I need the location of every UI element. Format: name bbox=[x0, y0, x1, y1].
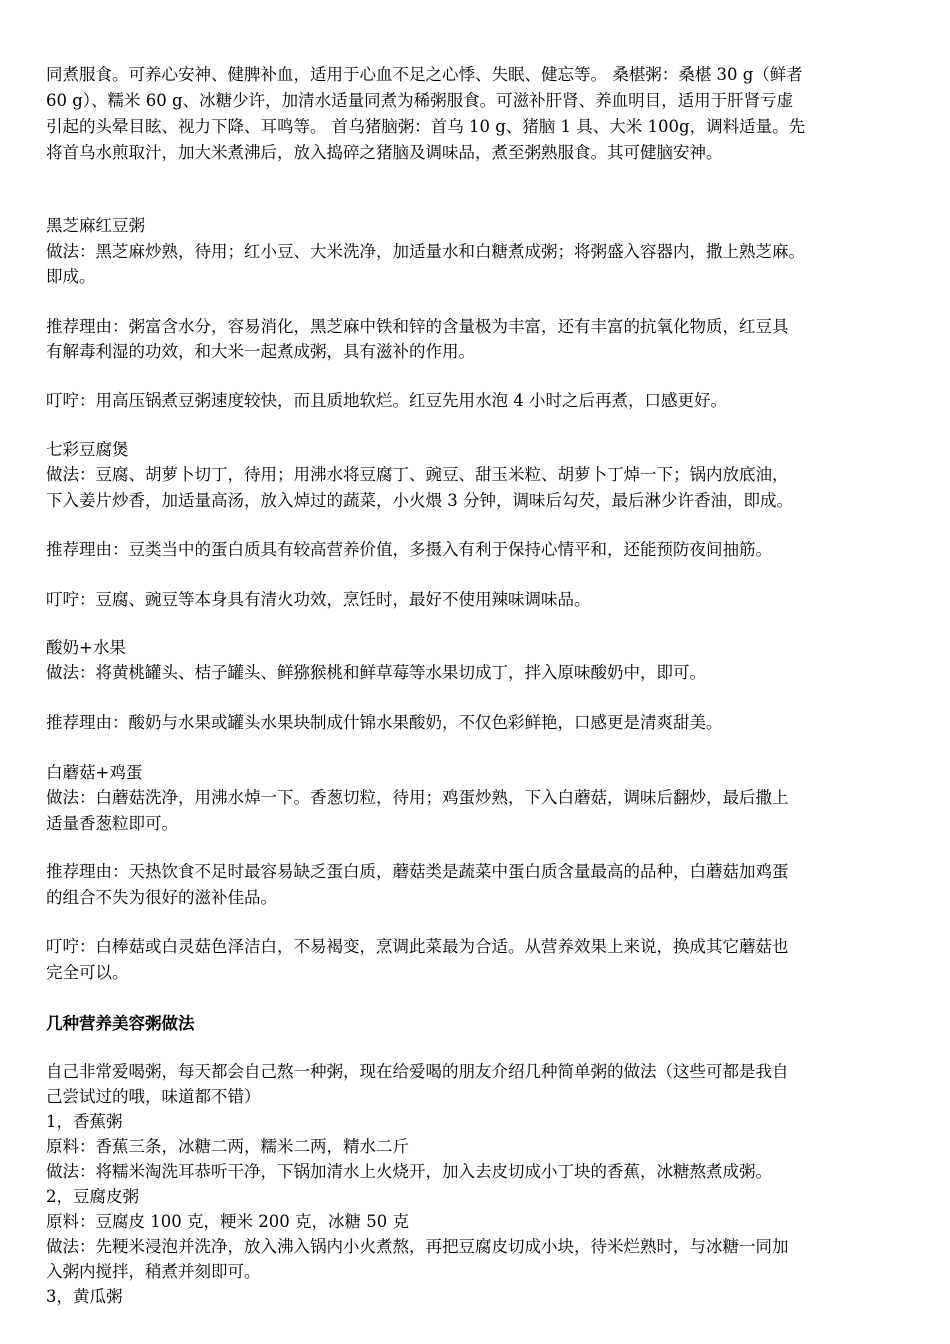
congee-item-line: 原料：香蕉三条，冰糖二两，糯米二两，精水二斤 bbox=[46, 1137, 409, 1156]
recipe-reason-line: 有解毒利湿的功效，和大米一起煮成粥，具有滋补的作用。 bbox=[46, 342, 475, 361]
recipe-reason-line: 推荐理由：天热饮食不足时最容易缺乏蛋白质，蘑菇类是蔬菜中蛋白质含量最高的品种，白蘑菇加鸡蛋 bbox=[46, 862, 789, 881]
recipe-title: 七彩豆腐煲 bbox=[46, 440, 129, 459]
congee-item-line: 做法：将糯米淘洗耳恭听干净，下锅加清水上火烧开，加入去皮切成小丁块的香蕉，冰糖熬煮成粥。 bbox=[46, 1162, 772, 1181]
recipe-method-line: 即成。 bbox=[46, 267, 96, 286]
recipe-reason-line: 推荐理由：豆类当中的蛋白质具有较高营养价值，多摄入有利于保持心情平和，还能预防夜间抽筋。 bbox=[46, 540, 772, 559]
recipe-method-line: 下入姜片炒香，加适量高汤，放入焯过的蔬菜，小火煨 3 分钟，调味后勾芡，最后淋少许香油，即成。 bbox=[46, 491, 793, 510]
recipe-method-line: 适量香葱粒即可。 bbox=[46, 814, 178, 833]
recipe-tip-line: 完全可以。 bbox=[46, 963, 129, 982]
congee-item-line: 原料：豆腐皮 100 克，粳米 200 克，冰糖 50 克 bbox=[46, 1212, 409, 1231]
intro-line-1: 同煮服食。可养心安神、健脾补血，适用于心血不足之心悸、失眠、健忘等。 桑椹粥：桑椹 30 g（鲜者 bbox=[46, 65, 803, 84]
section-intro-line: 自己非常爱喝粥，每天都会自己熬一种粥，现在给爱喝的朋友介绍几种简单粥的做法（这些可都是我自 bbox=[46, 1062, 789, 1081]
recipe-title: 黑芝麻红豆粥 bbox=[46, 216, 145, 235]
recipe-method-line: 做法：豆腐、胡萝卜切丁，待用；用沸水将豆腐丁、豌豆、甜玉米粒、胡萝卜丁焯一下；锅内放底油， bbox=[46, 465, 789, 484]
recipe-title: 酸奶+水果 bbox=[46, 638, 126, 657]
recipe-title: 白蘑菇+鸡蛋 bbox=[46, 763, 143, 782]
section-intro-line: 己尝试过的哦，味道都不错） bbox=[46, 1087, 261, 1106]
recipe-method-line: 做法：黑芝麻炒熟，待用；红小豆、大米洗净，加适量水和白糖煮成粥；将粥盛入容器内，撒上熟芝麻。 bbox=[46, 242, 805, 261]
congee-item-line: 入粥内搅拌，稍煮并刻即可。 bbox=[46, 1262, 261, 1281]
congee-item-line: 做法：先粳米浸泡并洗净，放入沸入锅内小火煮熬，再把豆腐皮切成小块，待米烂熟时，与冰糖一同加 bbox=[46, 1237, 789, 1256]
congee-item-title: 2，豆腐皮粥 bbox=[46, 1187, 139, 1206]
intro-line-3: 引起的头晕目眩、视力下降、耳鸣等。 首乌猪脑粥：首乌 10 g、猪脑 1 具、大米 100g，调料适量。先 bbox=[46, 117, 806, 136]
recipe-reason-line: 推荐理由：酸奶与水果或罐头水果块制成什锦水果酸奶，不仅色彩鲜艳，口感更是清爽甜美。 bbox=[46, 713, 723, 732]
congee-item-title: 1，香蕉粥 bbox=[46, 1112, 123, 1131]
section-heading: 几种营养美容粥做法 bbox=[46, 1014, 195, 1033]
recipe-method-line: 做法：白蘑菇洗净，用沸水焯一下。香葱切粒，待用；鸡蛋炒熟，下入白蘑菇，调味后翻炒，最后撒上 bbox=[46, 788, 789, 807]
intro-line-4: 将首乌水煎取汁，加大米煮沸后，放入捣碎之猪脑及调味品，煮至粥熟服食。其可健脑安神。 bbox=[46, 143, 723, 162]
recipe-reason-line: 的组合不失为很好的滋补佳品。 bbox=[46, 888, 277, 907]
recipe-method-line: 做法：将黄桃罐头、桔子罐头、鲜猕猴桃和鲜草莓等水果切成丁，拌入原味酸奶中，即可。 bbox=[46, 663, 706, 682]
recipe-tip-line: 叮咛：豆腐、豌豆等本身具有清火功效，烹饪时，最好不使用辣味调味品。 bbox=[46, 590, 591, 609]
recipe-reason-line: 推荐理由：粥富含水分，容易消化，黑芝麻中铁和锌的含量极为丰富，还有丰富的抗氧化物质，红豆具 bbox=[46, 317, 789, 336]
recipe-tip-line: 叮咛：白棒菇或白灵菇色泽洁白，不易褐变，烹调此菜最为合适。从营养效果上来说，换成其它蘑菇也 bbox=[46, 937, 789, 956]
congee-item-title: 3，黄瓜粥 bbox=[46, 1287, 123, 1306]
recipe-tip-line: 叮咛：用高压锅煮豆粥速度较快，而且质地软烂。红豆先用水泡 4 小时之后再煮，口感更好。 bbox=[46, 391, 727, 410]
intro-line-2: 60 g）、糯米 60 g、冰糖少许，加清水适量同煮为稀粥服食。可滋补肝肾、养血明目，适用于肝肾亏虚 bbox=[46, 91, 794, 110]
